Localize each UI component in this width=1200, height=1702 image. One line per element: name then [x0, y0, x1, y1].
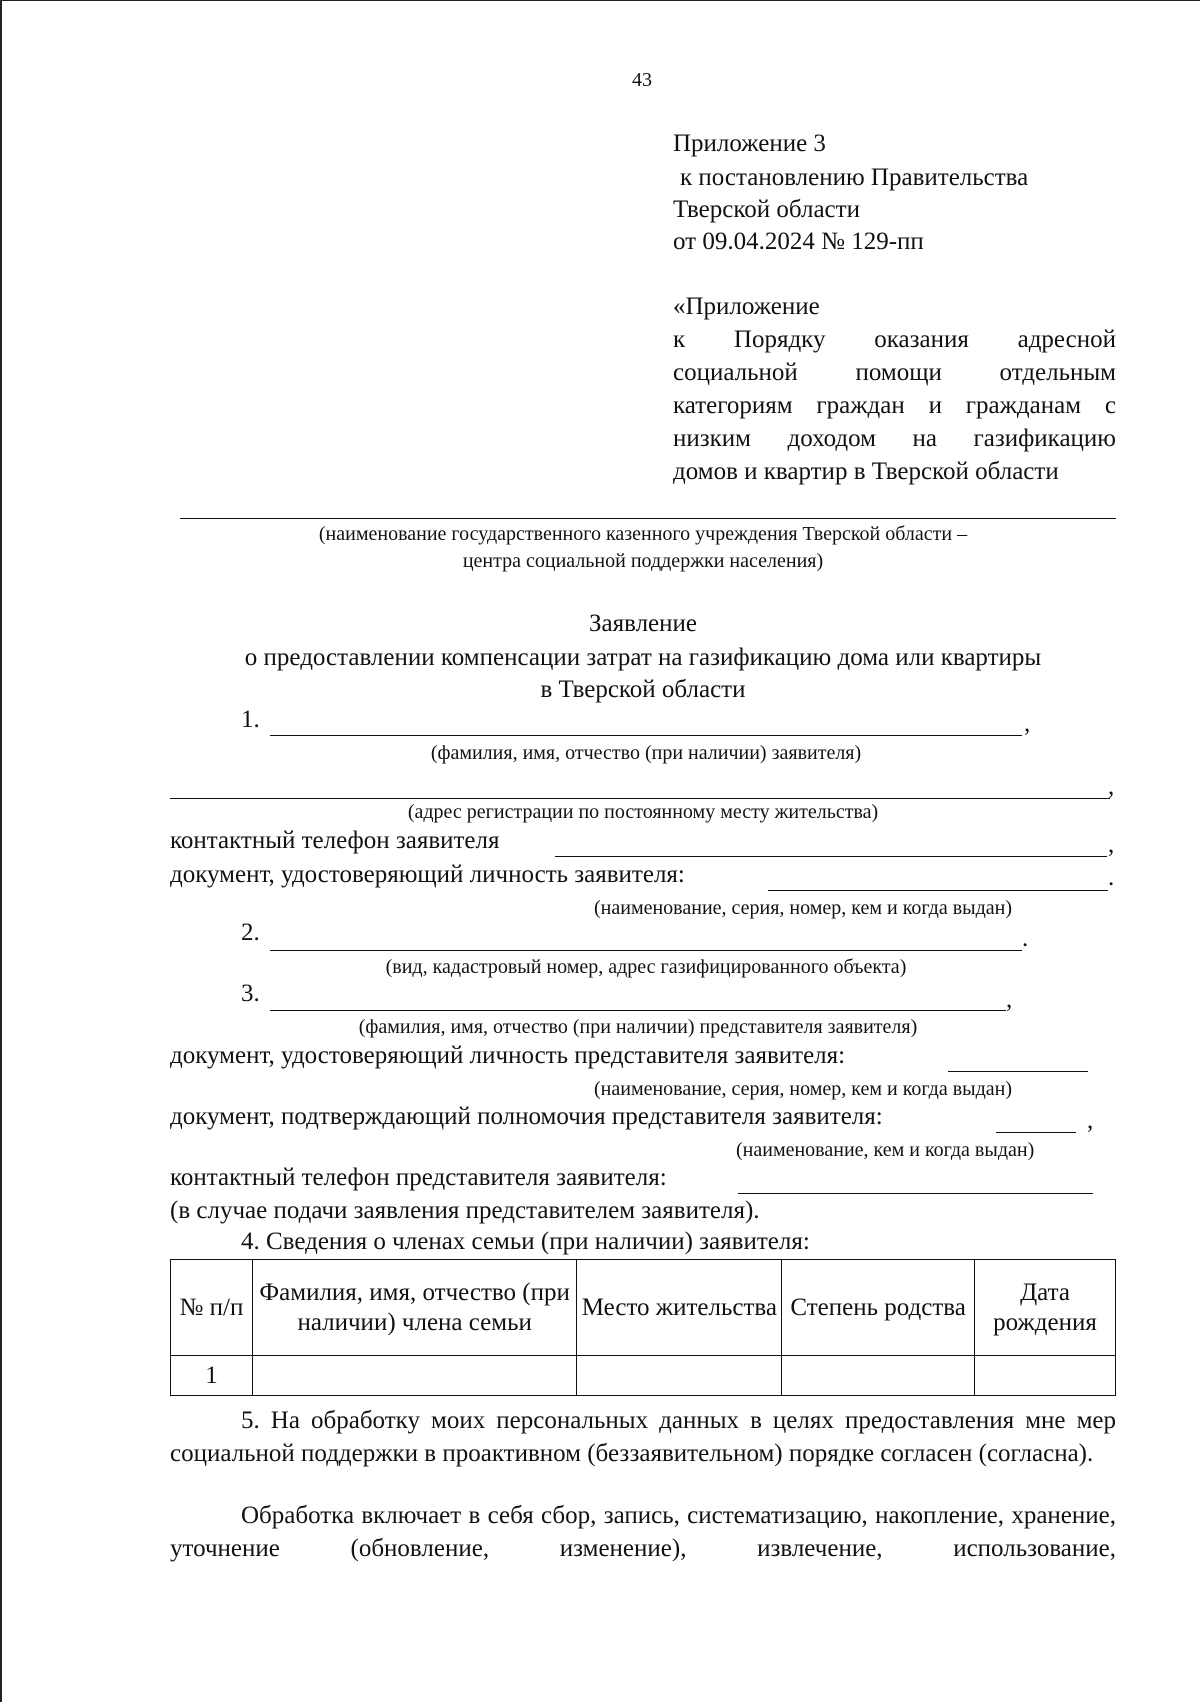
comma: , [1087, 1107, 1094, 1134]
object-field[interactable] [270, 950, 1022, 951]
document-subtitle-2: в Тверской области [540, 676, 746, 703]
processing-paragraph: Обработка включает в себя сбор, запись, систематизацию, накопление, хранение, уточнение (обновление, изменение), извлечение, использование, [170, 1502, 1116, 1562]
rep-phone-field[interactable] [738, 1193, 1093, 1194]
id-doc-hint: (наименование, серия, номер, кем и когда выдан) [594, 897, 1012, 919]
rep-id-doc-label: документ, удостоверяющий личность представителя заявителя: [170, 1042, 846, 1069]
appendix-line-1: Приложение 3 [673, 130, 826, 157]
rep-phone-label: контактный телефон представителя заявителя: [170, 1164, 667, 1191]
cell-number: 1 [171, 1356, 253, 1396]
representative-name-field[interactable] [270, 1010, 1006, 1011]
header-full-name: Фамилия, имя, отчество (при наличии) члена семьи [252, 1260, 577, 1356]
address-field[interactable] [170, 798, 1110, 799]
item-4-label: 4. Сведения о членах семьи (при наличии) заявителя: [241, 1228, 810, 1255]
representative-name-hint: (фамилия, имя, отчество (при наличии) представителя заявителя) [358, 1016, 918, 1038]
scan-edge-left [0, 0, 2, 1702]
header-birth-date: Дата рождения [975, 1260, 1116, 1356]
institution-hint-1: (наименование государственного казенного учреждения Тверской области – [318, 523, 968, 545]
applicant-name-field[interactable] [270, 735, 1022, 736]
header-relationship: Степень родства [782, 1260, 975, 1356]
document-title: Заявление [588, 610, 698, 637]
table-header-row [171, 1260, 1116, 1356]
appendix-line-4: от 09.04.2024 № 129-пп [673, 228, 924, 255]
period: . [1108, 864, 1115, 891]
id-doc-field[interactable] [768, 890, 1108, 891]
rep-authority-hint: (наименование, кем и когда выдан) [736, 1139, 1035, 1161]
address-hint: (адрес регистрации по постоянному месту жительства) [407, 801, 879, 823]
inner-appendix-line-2: к Порядку оказания адресной [673, 326, 1116, 353]
comma: , [1024, 710, 1031, 737]
applicant-name-hint: (фамилия, имя, отчество (при наличии) заявителя) [430, 742, 862, 764]
page-number: 43 [632, 69, 652, 91]
cell-birth-date[interactable] [975, 1356, 1116, 1396]
header-residence: Место жительства [577, 1260, 782, 1356]
comma: , [1108, 773, 1115, 800]
comma: , [1108, 831, 1115, 858]
institution-underline [180, 518, 1116, 519]
appendix-line-3: Тверской области [673, 196, 860, 223]
cell-residence[interactable] [577, 1356, 782, 1396]
rep-id-doc-hint: (наименование, серия, номер, кем и когда выдан) [594, 1078, 1012, 1100]
phone-field[interactable] [555, 856, 1107, 857]
document-subtitle-1: о предоставлении компенсации затрат на газификацию дома или квартиры [244, 644, 1042, 671]
inner-appendix-line-5: низким доходом на газификацию [673, 425, 1116, 452]
inner-appendix-line-6: домов и квартир в Тверской области [673, 458, 1059, 485]
item-3-number: 3. [241, 980, 260, 1007]
phone-label: контактный телефон заявителя [170, 827, 500, 854]
inner-appendix-line-4: категориям граждан и гражданам с [673, 392, 1116, 419]
object-hint: (вид, кадастровый номер, адрес газифицированного объекта) [385, 956, 907, 978]
header-number: № п/п [171, 1260, 253, 1356]
appendix-line-2: к постановлению Правительства [680, 164, 1029, 191]
scan-edge-top [0, 0, 1200, 1]
item-2-number: 2. [241, 919, 260, 946]
table-row [171, 1356, 1116, 1396]
inner-appendix-line-3: социальной помощи отдельным [673, 359, 1116, 386]
cell-full-name[interactable] [252, 1356, 577, 1396]
period: . [1022, 925, 1029, 952]
comma: , [1006, 986, 1013, 1013]
item-1-number: 1. [241, 706, 260, 733]
rep-authority-label: документ, подтверждающий полномочия представителя заявителя: [170, 1103, 883, 1130]
inner-appendix-line-1: «Приложение [673, 293, 820, 320]
consent-paragraph: 5. На обработку моих персональных данных в целях предоставления мне мер социальной поддержки в проактивном (беззаявительном) порядке согласен (согласна). [170, 1407, 1116, 1467]
rep-authority-field[interactable] [996, 1132, 1076, 1133]
rep-note: (в случае подачи заявления представителем заявителя). [170, 1197, 760, 1224]
rep-id-doc-field[interactable] [948, 1071, 1088, 1072]
id-doc-label: документ, удостоверяющий личность заявителя: [170, 861, 685, 888]
institution-hint-2: центра социальной поддержки населения) [462, 550, 824, 572]
family-members-table [170, 1259, 1116, 1396]
cell-relationship[interactable] [782, 1356, 975, 1396]
